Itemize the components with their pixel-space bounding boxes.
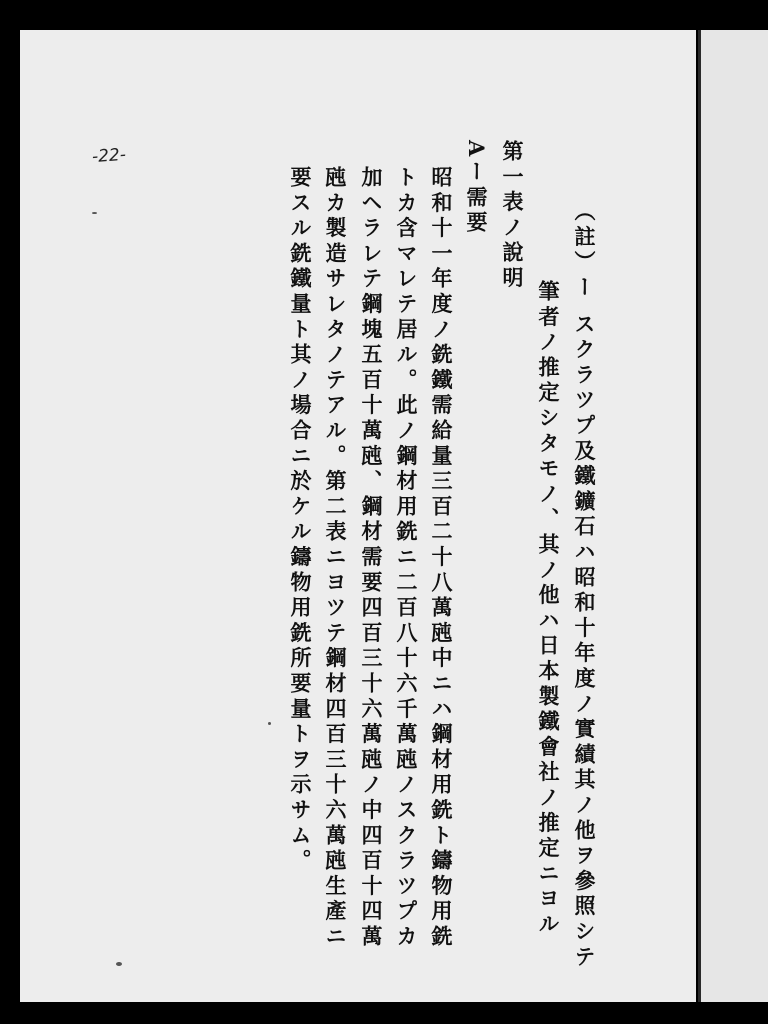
subsection-heading: Aー需要 xyxy=(464,140,489,237)
page-number: -22- xyxy=(91,144,127,168)
scan-speck xyxy=(268,722,271,725)
body-line-3: 加ヘラレテ鋼塊五百十萬瓲、鋼材需要四百三十六萬瓲ノ中四百十四萬 xyxy=(359,166,384,951)
scan-speck xyxy=(92,212,97,214)
note-line-2: 筆者ノ推定シタモノ、其ノ他ハ日本製鐵會社ノ推定ニヨル xyxy=(536,280,561,938)
note-line-1: （註）ー スクラツプ及鐵鑛石ハ昭和十年度ノ實績其ノ他ヲ參照シテ xyxy=(572,200,597,971)
body-line-2: トカ含マレテ居ル。此ノ鋼材用銑ニ二百八十六千萬瓲ノスクラツプカ xyxy=(394,166,419,951)
body-line-4: 瓲カ製造サレタノテアル。第二表ニヨツテ鋼材四百三十六萬瓲生產ニ xyxy=(323,166,348,951)
scan-speck xyxy=(116,962,122,966)
body-line-1: 昭和十一年度ノ銑鐵需給量三百二十八萬瓲中ニハ鋼材用銑ト鑄物用銑 xyxy=(429,166,454,951)
body-line-5: 要スル銑鐵量ト其ノ場合ニ於ケル鑄物用銑所要量トヲ示サム。 xyxy=(288,166,313,875)
adjacent-page-edge xyxy=(698,30,768,1002)
section-heading: 第一表ノ說明 xyxy=(500,140,525,292)
